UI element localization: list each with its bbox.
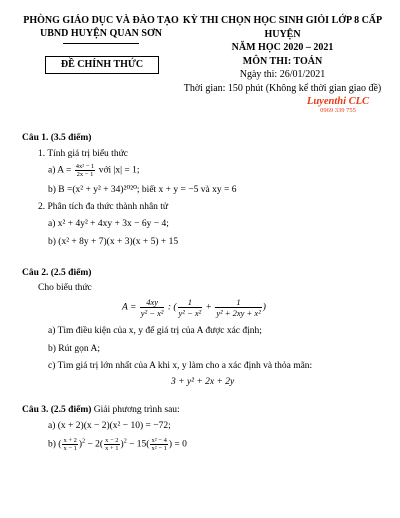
q2-condition: 3 + y² + 2x + 2y xyxy=(171,377,235,387)
q3-b-fraction-1: $\frac{x + 2}{x - 1}$ xyxy=(63,437,77,452)
q2-a: a) Tìm điều kiện của x, y để giá trị của A được xác định; xyxy=(48,326,262,336)
q3-b-fraction-3: $\frac{\text{x² − 4}}{\text{x² − 1}}$ xyxy=(151,437,167,452)
q1-a: a) A = $\frac{\text{4x² − 1}}{2x - 1}$ với |x| = 1; xyxy=(48,163,140,178)
header-divider xyxy=(63,43,139,44)
q2-b: b) Rút gọn A; xyxy=(48,344,100,354)
exam-date: Ngày thi: 26/01/2021 xyxy=(239,69,326,80)
school-year: NĂM HỌC 2020 – 2021 xyxy=(231,42,334,53)
q3-b-fraction-2: $\frac{x - 2}{x + 1}$ xyxy=(105,437,119,452)
q2-intro: Cho biểu thức xyxy=(38,283,92,293)
committee-name: UBND HUYỆN QUAN SƠN xyxy=(40,28,162,39)
q2-title: Câu 2. (2.5 điểm) xyxy=(22,268,92,278)
q2-expression: A = $\frac{4xy}{\text{y² − x²}}$ : ( $\frac{1}{\text{y² − x²}}$ + $\frac{1}{\text{y² + 2xy + x²}}$ ) xyxy=(122,297,266,318)
q2-fraction-2: $\frac{1}{\text{y² − x²}}$ xyxy=(178,297,202,318)
watermark-phone: 0969 339 755 xyxy=(320,107,356,114)
department-name: PHÒNG GIÁO DỤC VÀ ĐÀO TẠO xyxy=(23,15,179,26)
q2-c: c) Tìm giá trị lớn nhất của A khi x, y làm cho a xác định và thỏa mãn: xyxy=(48,361,313,371)
q2-fraction-3: $\frac{1}{\text{y² + 2xy + x²}}$ xyxy=(216,297,261,318)
q3-a: a) (x + 2)(x − 2)(x² − 10) = −72; xyxy=(48,421,171,431)
q3-heading: Câu 3. (2.5 điểm) Giải phương trình sau: xyxy=(22,405,180,415)
q3-b: b) ( $\frac{x + 2}{x - 1}$ )$^2$ − 2( $\frac{x - 2}{x + 1}$ )$^2$ − 15( $\frac{\text{x² − 4}}{\text{x² − 1}}$ ) = 0 xyxy=(48,437,187,452)
q3-title: Câu 3. (2.5 điểm) xyxy=(22,405,92,415)
q1-b: b) B =(x² + y² + 34)²⁰²⁰; biết x + y = −5 và xy = 6 xyxy=(48,185,237,195)
watermark-logo xyxy=(293,96,383,114)
header-right xyxy=(175,14,390,95)
exam-duration: Thời gian: 150 phút (Không kể thời gian giao đề) xyxy=(183,82,382,94)
q1-c: a) x² + 4y² + 4xy + 3x − 6y − 4; xyxy=(48,219,169,229)
q1-title: Câu 1. (3.5 điểm) xyxy=(22,133,92,143)
q1-a-fraction: $\frac{\text{4x² − 1}}{2x - 1}$ xyxy=(75,163,95,178)
official-badge: ĐỀ CHÍNH THỨC xyxy=(45,56,159,74)
header-left xyxy=(20,14,182,44)
q1-part1: 1. Tính giá trị biểu thức xyxy=(38,149,128,159)
watermark-brand: Luyenthi CLC xyxy=(306,96,370,107)
subject: MÔN THI: TOÁN xyxy=(242,55,323,67)
q2-fraction-1: $\frac{4xy}{\text{y² − x²}}$ xyxy=(140,297,164,318)
exam-title: KỲ THI CHỌN HỌC SINH GIỎI LỚP 8 CẤP HUYỆN xyxy=(182,15,383,40)
q1-part2: 2. Phân tích đa thức thành nhân tử xyxy=(38,202,169,212)
q1-d: b) (x² + 8y + 7)(x + 3)(x + 5) + 15 xyxy=(48,237,179,247)
